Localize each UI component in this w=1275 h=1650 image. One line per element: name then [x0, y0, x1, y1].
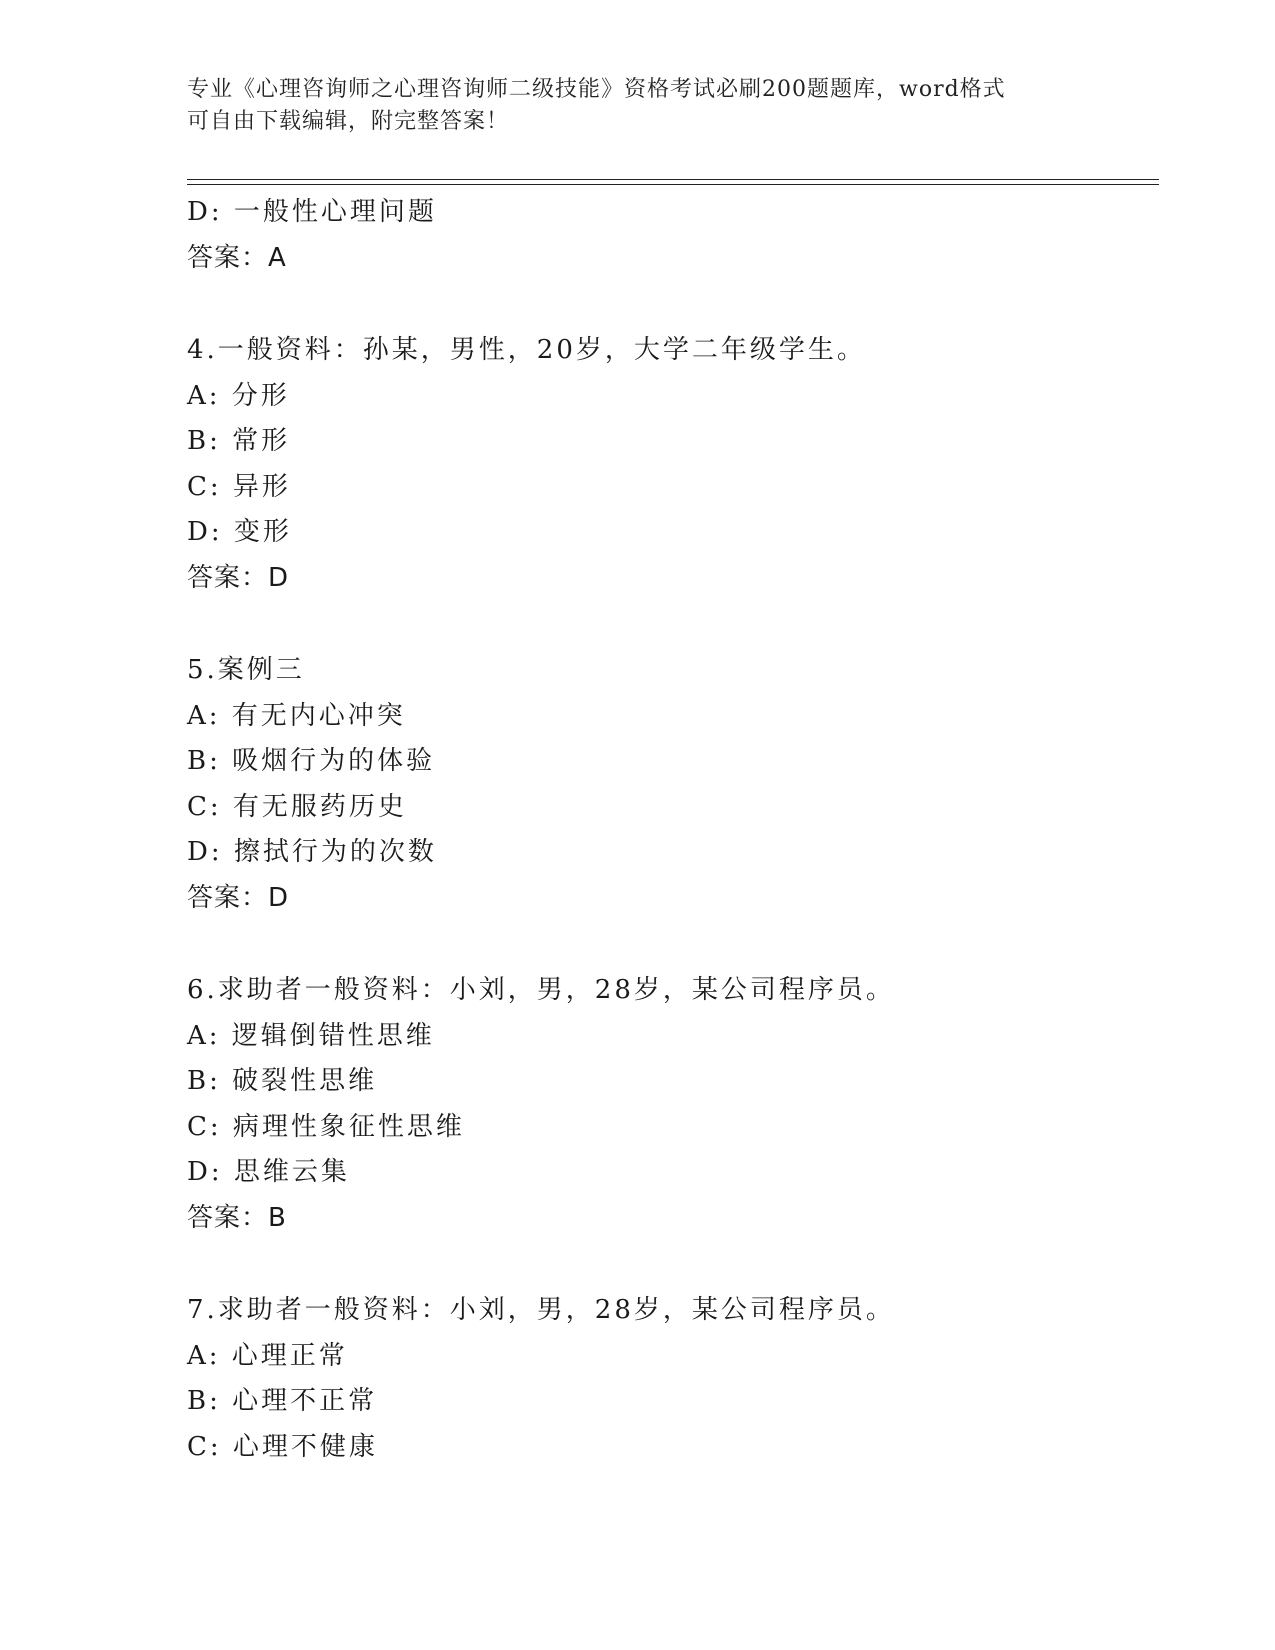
- option-c: C: 有无服药历史: [187, 791, 407, 822]
- option-d: D: 一般性心理问题: [187, 197, 437, 227]
- option-c: C: 心理不健康: [187, 1431, 378, 1462]
- question-text: 7.求助者一般资料：小刘，男，28岁，某公司程序员。: [187, 1295, 895, 1325]
- question-text: 5.案例三: [187, 655, 305, 685]
- option-b: B: 心理不正常: [187, 1386, 378, 1416]
- question-block: [187, 190, 1157, 281]
- answer-line: 答案：B: [187, 1202, 287, 1233]
- header-line-2: 可自由下载编辑，附完整答案！: [187, 109, 510, 134]
- option-b: B: 常形: [187, 426, 291, 456]
- header-rule-top: [187, 179, 1159, 180]
- question-block: [187, 1288, 1157, 1470]
- header-rule-bottom: [187, 184, 1159, 185]
- question-text: 4.一般资料：孙某，男性，20岁，大学二年级学生。: [187, 335, 866, 365]
- option-b: B: 破裂性思维: [187, 1066, 378, 1096]
- option-d: D: 擦拭行为的次数: [187, 837, 437, 867]
- option-a: A: 有无内心冲突: [187, 700, 406, 731]
- question-block: [187, 648, 1157, 921]
- option-c: C: 异形: [187, 471, 291, 502]
- option-d: D: 思维云集: [187, 1157, 350, 1187]
- question-block: [187, 968, 1157, 1241]
- question-text: 6.求助者一般资料：小刘，男，28岁，某公司程序员。: [187, 975, 895, 1005]
- header-line-1: 专业《心理咨询师之心理咨询师二级技能》资格考试必刷200题题库，word格式: [187, 77, 1006, 102]
- option-d: D: 变形: [187, 517, 292, 547]
- question-block: [187, 328, 1157, 601]
- answer-line: 答案：D: [187, 882, 290, 913]
- document-header: [187, 74, 1087, 138]
- option-a: A: 分形: [187, 380, 290, 411]
- answer-line: 答案：A: [187, 242, 287, 273]
- option-a: A: 心理正常: [187, 1340, 348, 1371]
- option-a: A: 逻辑倒错性思维: [187, 1020, 435, 1051]
- answer-line: 答案：D: [187, 562, 290, 593]
- question-list: [187, 190, 1157, 1470]
- option-b: B: 吸烟行为的体验: [187, 746, 436, 776]
- option-c: C: 病理性象征性思维: [187, 1111, 465, 1142]
